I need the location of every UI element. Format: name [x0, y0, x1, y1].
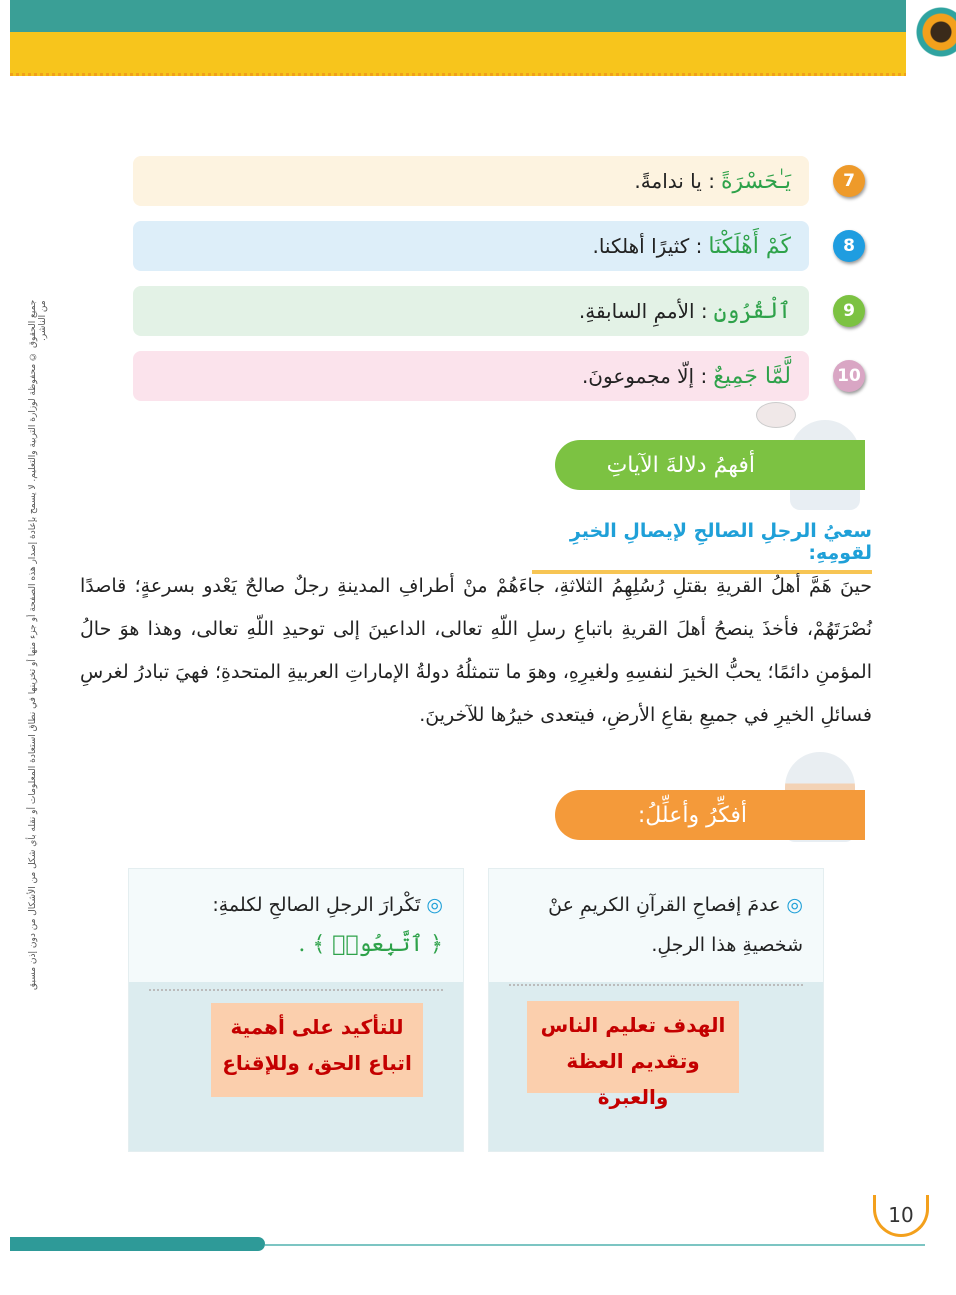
subheading: سعيُ الرجلِ الصالحِ لإيصالِ الخيرِ لقومِهِ:	[532, 520, 872, 574]
footer-line	[265, 1244, 925, 1246]
vocab-number-badge: 9	[833, 295, 865, 327]
vocab-row	[133, 221, 809, 271]
answer-line	[149, 989, 443, 991]
thought-bubble-icon	[756, 402, 796, 428]
vocab-word: لَّمَّا جَمِيعٌ	[713, 363, 791, 389]
corner-ornament-icon	[906, 0, 956, 80]
copyright-notice: جميع الحقوق © محفوظة لوزارة التربية والتعليم. لا يسمح بإعادة إصدار هذه الصفحة أو جزء منها أو تخزينها في نطاق استعادة المعلومات أو نقله بأي شكل من الأشكال من دون إذن مسبق من الناشر.	[28, 300, 48, 991]
header-band-teal	[10, 0, 930, 32]
bullet-icon: ◎	[426, 894, 443, 916]
question-card	[488, 868, 824, 1152]
question-text: عدمَ إفصاحِ القرآنِ الكريمِ عنْ شخصيةِ هذا الرجلِ.	[548, 894, 803, 956]
question-text: تَكْرارَ الرجلِ الصالحِ لكلمةِ:	[212, 894, 421, 916]
vocab-meaning: : إلّا مجموعونَ.	[581, 364, 708, 388]
section-title: أفكِّرُ وأعلِّلُ:	[637, 802, 747, 828]
vocab-row	[133, 156, 809, 206]
vocab-word: ٱلْقُرُونِ	[713, 298, 791, 324]
footer-bar	[10, 1237, 265, 1251]
answer-box: للتأكيد على أهمية اتباع الحق، وللإقناع	[211, 1003, 423, 1097]
vocab-row	[133, 351, 809, 401]
vocab-meaning: : الأممِ السابقةِ.	[578, 299, 708, 323]
answer-line	[509, 984, 803, 986]
vocab-word: كَمْ أَهْلَكْنَا	[708, 233, 791, 259]
question-card	[128, 868, 464, 1152]
section-banner-think	[555, 790, 865, 840]
vocab-word: يَـٰحَسْرَةً	[720, 168, 791, 194]
section-title: أفهمُ دلالةَ الآياتِ	[606, 452, 755, 478]
answer-box: الهدف تعليم الناس وتقديم العظة والعبرة	[527, 1001, 739, 1093]
page-number: 10	[873, 1195, 929, 1237]
vocab-number-badge: 8	[833, 230, 865, 262]
bullet-icon: ◎	[786, 894, 803, 916]
paragraph: حينَ هَمَّ أهلُ القريةِ بقتلِ رُسُلِهِمُ الثلاثةِ، جاءَهُمْ منْ أطرافِ المدينةِ رجلٌ صالحٌ يَعْدو بسرعةٍ؛ قاصدًا نُصْرَتَهُمْ، فأخذَ ينصحُ أهلَ القريةِ باتباعِ رسلِ اللّهِ تعالى، الداعينَ إلى توحيدِ اللّهِ تعالى، وهذا هوَ حالُ المؤمنِ دائمًا؛ يحبُّ الخيرَ لنفسِهِ ولغيرِهِ، وهوَ ما تتمثلُهُ دولةُ الإماراتِ العربيةِ المتحدةِ؛ فهيَ تبادرُ لغرسِ فسائلِ الخيرِ في جميعِ بقاعِ الأرضِ، فيتعدى خيرُها للآخرينَ.	[80, 575, 872, 726]
vocab-meaning: : يا ندامةً.	[634, 169, 715, 193]
header-band-yellow	[10, 32, 925, 76]
vocab-row	[133, 286, 809, 336]
vocab-meaning: : كثيرًا أهلكنا.	[592, 234, 703, 258]
section-banner-understand	[555, 440, 865, 490]
quran-word: ﴿ ٱتَّبِعُوا۟ ﴾ .	[298, 932, 443, 957]
vocab-number-badge: 10	[833, 360, 865, 392]
vocab-number-badge: 7	[833, 165, 865, 197]
